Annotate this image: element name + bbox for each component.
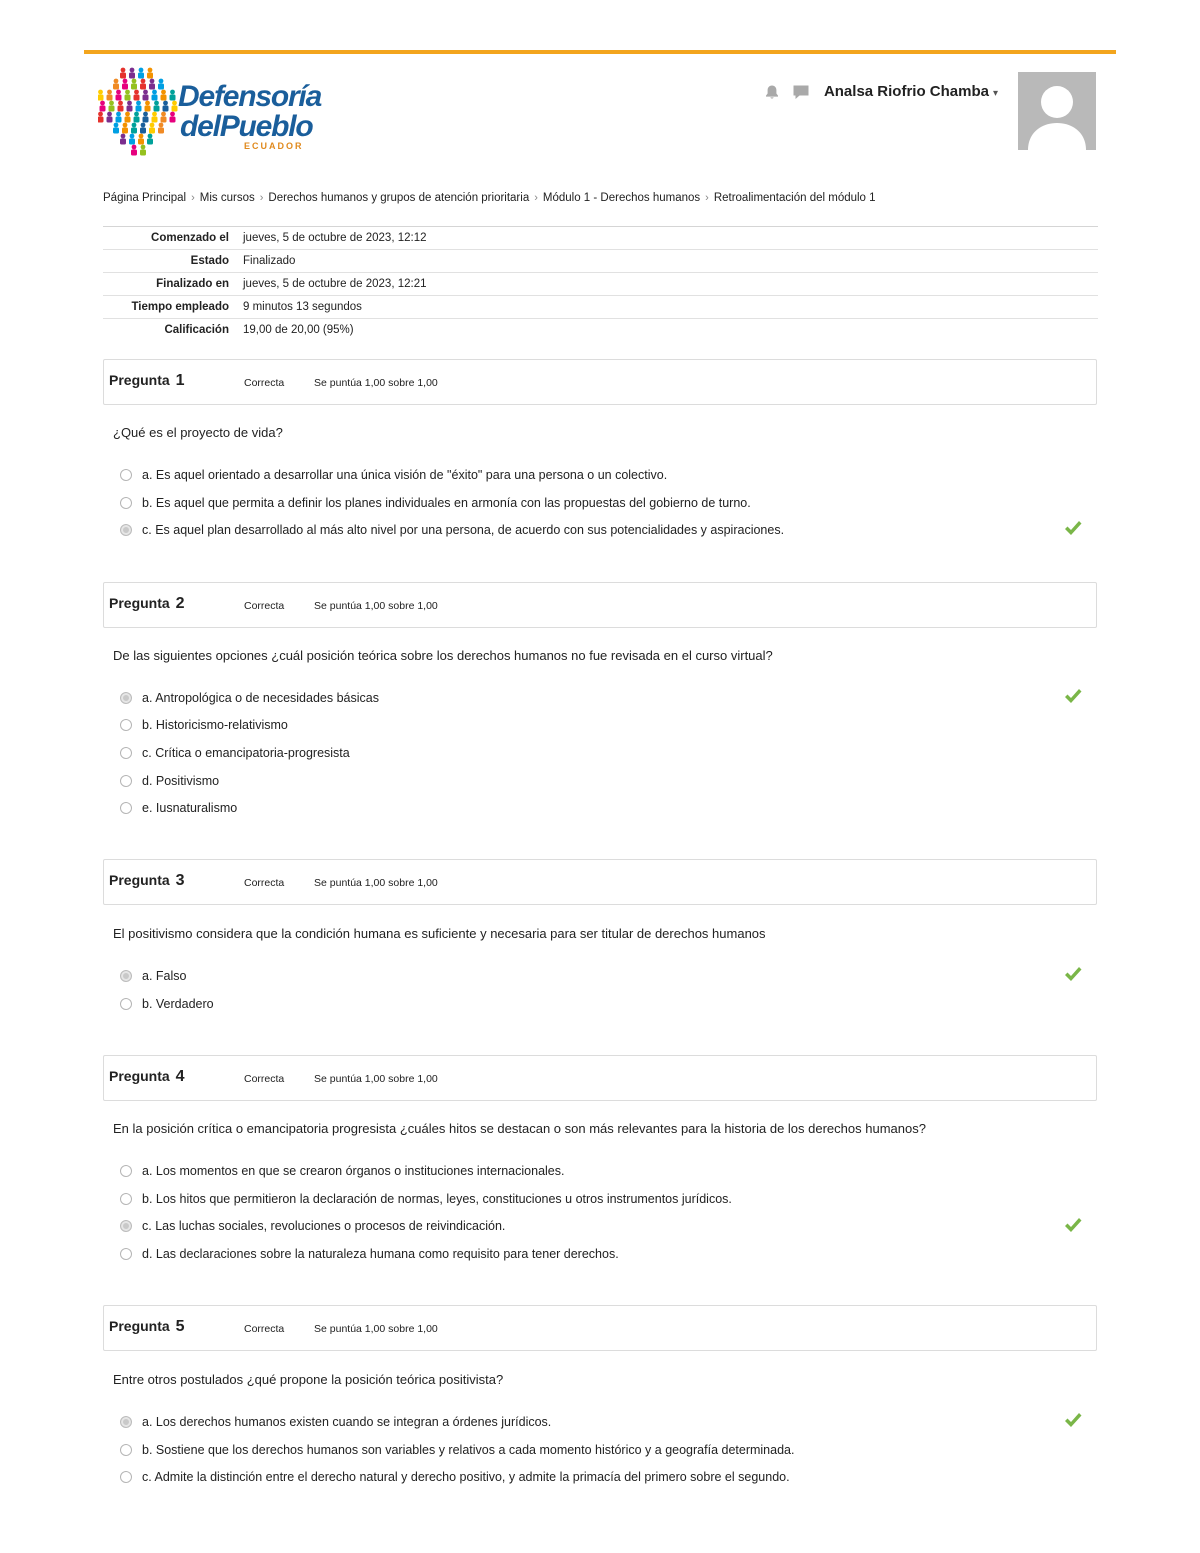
radio-button[interactable] [120,998,132,1010]
answer-option-label: b. Es aquel que permita a definir los planes individuales en armonía con las propuestas del gobierno de turno. [142,496,751,510]
chevron-right-icon: › [534,192,538,204]
summary-row [103,296,1098,319]
chat-icon[interactable] [792,84,810,100]
site-logo[interactable] [98,62,322,162]
answer-option-label: a. Los momentos en que se crearon órganos o instituciones internacionales. [142,1164,565,1178]
radio-button-selected[interactable] [120,692,132,704]
answer-option-label: a. Es aquel orientado a desarrollar una única visión de "éxito" para una persona o un colectivo. [142,468,668,482]
answer-option-label: c. Crítica o emancipatoria-progresista [142,746,350,760]
breadcrumb-my-courses[interactable]: Mis cursos [199,192,255,204]
answer-option-label: b. Verdadero [142,997,214,1011]
answer-option[interactable] [120,1218,505,1234]
summary-label: Estado [103,250,243,273]
logo-line-1: Defensoría [178,80,322,113]
checkmark-icon [1064,520,1082,536]
answer-option-label: a. Falso [142,969,187,983]
checkmark-icon [1064,1217,1082,1233]
summary-value: jueves, 5 de octubre de 2023, 12:21 [243,273,1098,296]
radio-button[interactable] [120,802,132,814]
checkmark-icon [1064,1412,1082,1428]
question-text: ¿Qué es el proyecto de vida? [113,425,283,440]
answer-option[interactable] [120,996,214,1012]
question-number: 2 [175,595,185,612]
question-status: Correcta [244,1323,285,1335]
answer-option-label: e. Iusnaturalismo [142,801,238,815]
question-points: Se puntúa 1,00 sobre 1,00 [314,600,438,612]
logo-line-3: ECUADOR [244,141,304,151]
breadcrumb-module[interactable]: Módulo 1 - Derechos humanos [542,192,701,204]
radio-button[interactable] [120,1471,132,1483]
radio-button[interactable] [120,497,132,509]
answer-option[interactable] [120,1414,551,1430]
question-label: Pregunta 5 [109,1318,185,1335]
summary-label: Calificación [103,319,243,342]
radio-button[interactable] [120,1248,132,1260]
question-number: 4 [175,1068,185,1085]
answer-option[interactable] [120,1246,619,1262]
answer-option-label: d. Las declaraciones sobre la naturaleza humana como requisito para tener derechos. [142,1247,619,1261]
question-header [103,859,1097,905]
answer-option-label: c. Las luchas sociales, revoluciones o procesos de reivindicación. [142,1219,506,1233]
breadcrumb-home[interactable]: Página Principal [103,192,187,204]
answer-option[interactable] [120,773,219,789]
chevron-right-icon: › [191,192,195,204]
question-number: 3 [175,872,185,889]
question-label: Pregunta 4 [109,1068,185,1085]
answer-option-label: b. Los hitos que permitieron la declaración de normas, leyes, constituciones u otros instrumentos jurídicos. [142,1192,732,1206]
question-text: En la posición crítica o emancipatoria progresista ¿cuáles hitos se destacan o son más relevantes para la historia de los derechos humanos? [113,1121,926,1136]
question-header [103,359,1097,405]
summary-row [103,273,1098,296]
answer-option-label: a. Antropológica o de necesidades básicas [142,691,379,705]
question-points: Se puntúa 1,00 sobre 1,00 [314,877,438,889]
radio-button-selected[interactable] [120,970,132,982]
answer-option[interactable] [120,1163,564,1179]
radio-button[interactable] [120,1193,132,1205]
chevron-down-icon[interactable]: ▾ [992,88,998,99]
radio-button-selected[interactable] [120,1416,132,1428]
question-header [103,582,1097,628]
answer-option-label: d. Positivismo [142,774,220,788]
attempt-summary [103,226,1098,342]
question-status: Correcta [244,600,285,612]
question-number: 5 [175,1318,185,1335]
radio-button[interactable] [120,719,132,731]
summary-value: 9 minutos 13 segundos [243,296,1098,319]
summary-value: Finalizado [243,250,1098,273]
question-number: 1 [175,372,185,389]
question-header [103,1305,1097,1351]
question-status: Correcta [244,877,285,889]
question-points: Se puntúa 1,00 sobre 1,00 [314,1073,438,1085]
logo-wordmark [178,82,321,151]
radio-button-selected[interactable] [120,524,132,536]
breadcrumb-current[interactable]: Retroalimentación del módulo 1 [713,192,876,204]
summary-label: Comenzado el [103,227,243,250]
answer-option[interactable] [120,968,186,984]
user-name[interactable]: Analsa Riofrio Chamba [823,83,989,100]
answer-option[interactable] [120,800,237,816]
question-header [103,1055,1097,1101]
answer-option-label: b. Sostiene que los derechos humanos son variables y relativos a cada momento histórico y a geografía determinada. [142,1443,795,1457]
breadcrumb [103,192,876,204]
question-label: Pregunta 2 [109,595,185,612]
question-text: El positivismo considera que la condición humana es suficiente y necesaria para ser titular de derechos humanos [113,926,766,941]
question-label: Pregunta 1 [109,372,185,389]
answer-option-label: c. Es aquel plan desarrollado al más alto nivel por una persona, de acuerdo con sus potencialidades y aspiraciones. [142,523,785,537]
answer-option[interactable] [120,1469,790,1485]
radio-button[interactable] [120,469,132,481]
answer-option-label: c. Admite la distinción entre el derecho natural y derecho positivo, y admite la primacía del primero sobre el segundo. [142,1470,790,1484]
question-status: Correcta [244,377,285,389]
answer-option-label: b. Historicismo-relativismo [142,718,288,732]
summary-value: 19,00 de 20,00 (95%) [243,319,1098,342]
answer-option[interactable] [120,467,667,483]
chevron-right-icon: › [705,192,709,204]
answer-option[interactable] [120,717,288,733]
summary-label: Tiempo empleado [103,296,243,319]
answer-option[interactable] [120,1442,794,1458]
logo-line-2: delPueblo [180,110,313,143]
checkmark-icon [1064,966,1082,982]
user-toolbar [764,84,810,100]
answer-option[interactable] [120,1191,732,1207]
radio-button[interactable] [120,775,132,787]
summary-label: Finalizado en [103,273,243,296]
checkmark-icon [1064,688,1082,704]
radio-button[interactable] [120,1444,132,1456]
answer-option-label: a. Los derechos humanos existen cuando se integran a órdenes jurídicos. [142,1415,552,1429]
user-avatar-icon[interactable] [1018,72,1096,150]
summary-value: jueves, 5 de octubre de 2023, 12:12 [243,227,1098,250]
radio-button[interactable] [120,1165,132,1177]
answer-option[interactable] [120,745,350,761]
radio-button-selected[interactable] [120,1220,132,1232]
top-accent-bar [84,50,1116,54]
answer-option[interactable] [120,495,751,511]
bell-icon[interactable] [764,84,780,100]
answer-option[interactable] [120,522,784,538]
radio-button[interactable] [120,747,132,759]
breadcrumb-course[interactable]: Derechos humanos y grupos de atención prioritaria [268,192,530,204]
question-points: Se puntúa 1,00 sobre 1,00 [314,1323,438,1335]
question-text: Entre otros postulados ¿qué propone la posición teórica positivista? [113,1372,504,1387]
chevron-right-icon: › [259,192,264,204]
logo-figures-icon [98,64,178,160]
summary-row [103,250,1098,273]
question-status: Correcta [244,1073,285,1085]
answer-option[interactable] [120,690,379,706]
question-points: Se puntúa 1,00 sobre 1,00 [314,377,438,389]
question-label: Pregunta 3 [109,872,185,889]
summary-row [103,227,1098,250]
user-menu [764,72,1096,150]
summary-row [103,319,1098,342]
question-text: De las siguientes opciones ¿cuál posición teórica sobre los derechos humanos no fue revisada en el curso virtual? [113,648,773,663]
